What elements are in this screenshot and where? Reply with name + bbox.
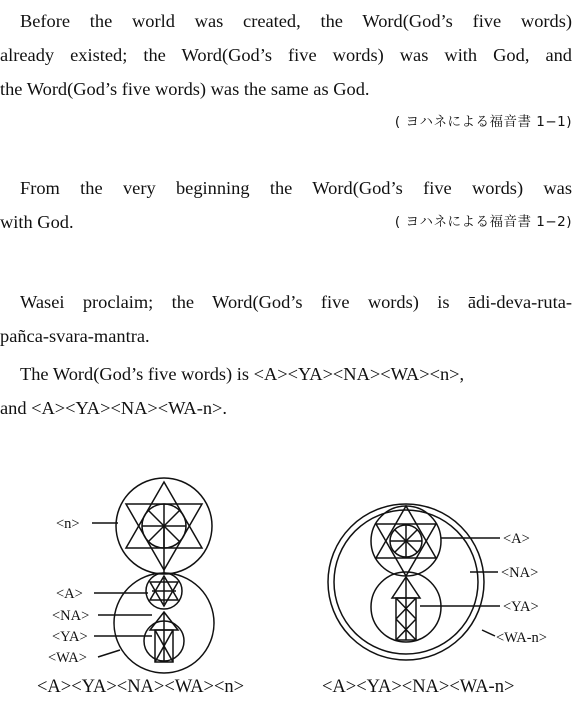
text-line: and <A><YA><NA><WA-n>. xyxy=(0,398,228,418)
text-line xyxy=(0,205,572,239)
mantra-diagrams xyxy=(0,470,580,675)
right-figure-caption: <A><YA><NA><WA-n> xyxy=(322,677,515,697)
paragraph-five-words xyxy=(0,357,572,425)
text-line: pañca-svara-mantra. xyxy=(0,326,150,346)
label-na: <NA> xyxy=(501,565,539,581)
text-line-content: with God. xyxy=(0,212,74,232)
label-n: <n> xyxy=(56,516,80,532)
text-line: The Word(God’s five words) is <A><YA><NA><WA><n>, xyxy=(20,364,465,384)
right-figure xyxy=(328,504,500,660)
label-na: <NA> xyxy=(52,608,90,624)
scripture-reference: ( ヨハネによる福音書 1−2) xyxy=(394,214,572,230)
left-figure-caption: <A><YA><NA><WA><n> xyxy=(37,677,245,697)
label-a: <A> xyxy=(503,531,530,547)
text-line: already existed; the Word(God’s five words) was with God, and xyxy=(0,45,572,65)
label-ya: <YA> xyxy=(503,599,539,615)
text-line: the Word(God’s five words) was the same as God. xyxy=(0,79,370,99)
paragraph-wasei xyxy=(0,285,572,353)
text-line: Wasei proclaim; the Word(God’s five words) is ādi-deva-ruta- xyxy=(20,292,572,312)
paragraph-john-1-2 xyxy=(0,171,572,239)
label-ya: <YA> xyxy=(52,629,88,645)
label-wa: <WA> xyxy=(48,650,87,666)
label-wa-n: <WA-n> xyxy=(496,630,547,646)
scripture-reference: ( ヨハネによる福音書 1−1) xyxy=(394,114,572,130)
text-line: Before the world was created, the Word(God’s five words) xyxy=(20,11,572,31)
label-a: <A> xyxy=(56,586,83,602)
left-figure xyxy=(92,478,214,673)
text-line: From the very beginning the Word(God’s five words) was xyxy=(20,178,572,198)
paragraph-john-1-1 xyxy=(0,4,572,106)
